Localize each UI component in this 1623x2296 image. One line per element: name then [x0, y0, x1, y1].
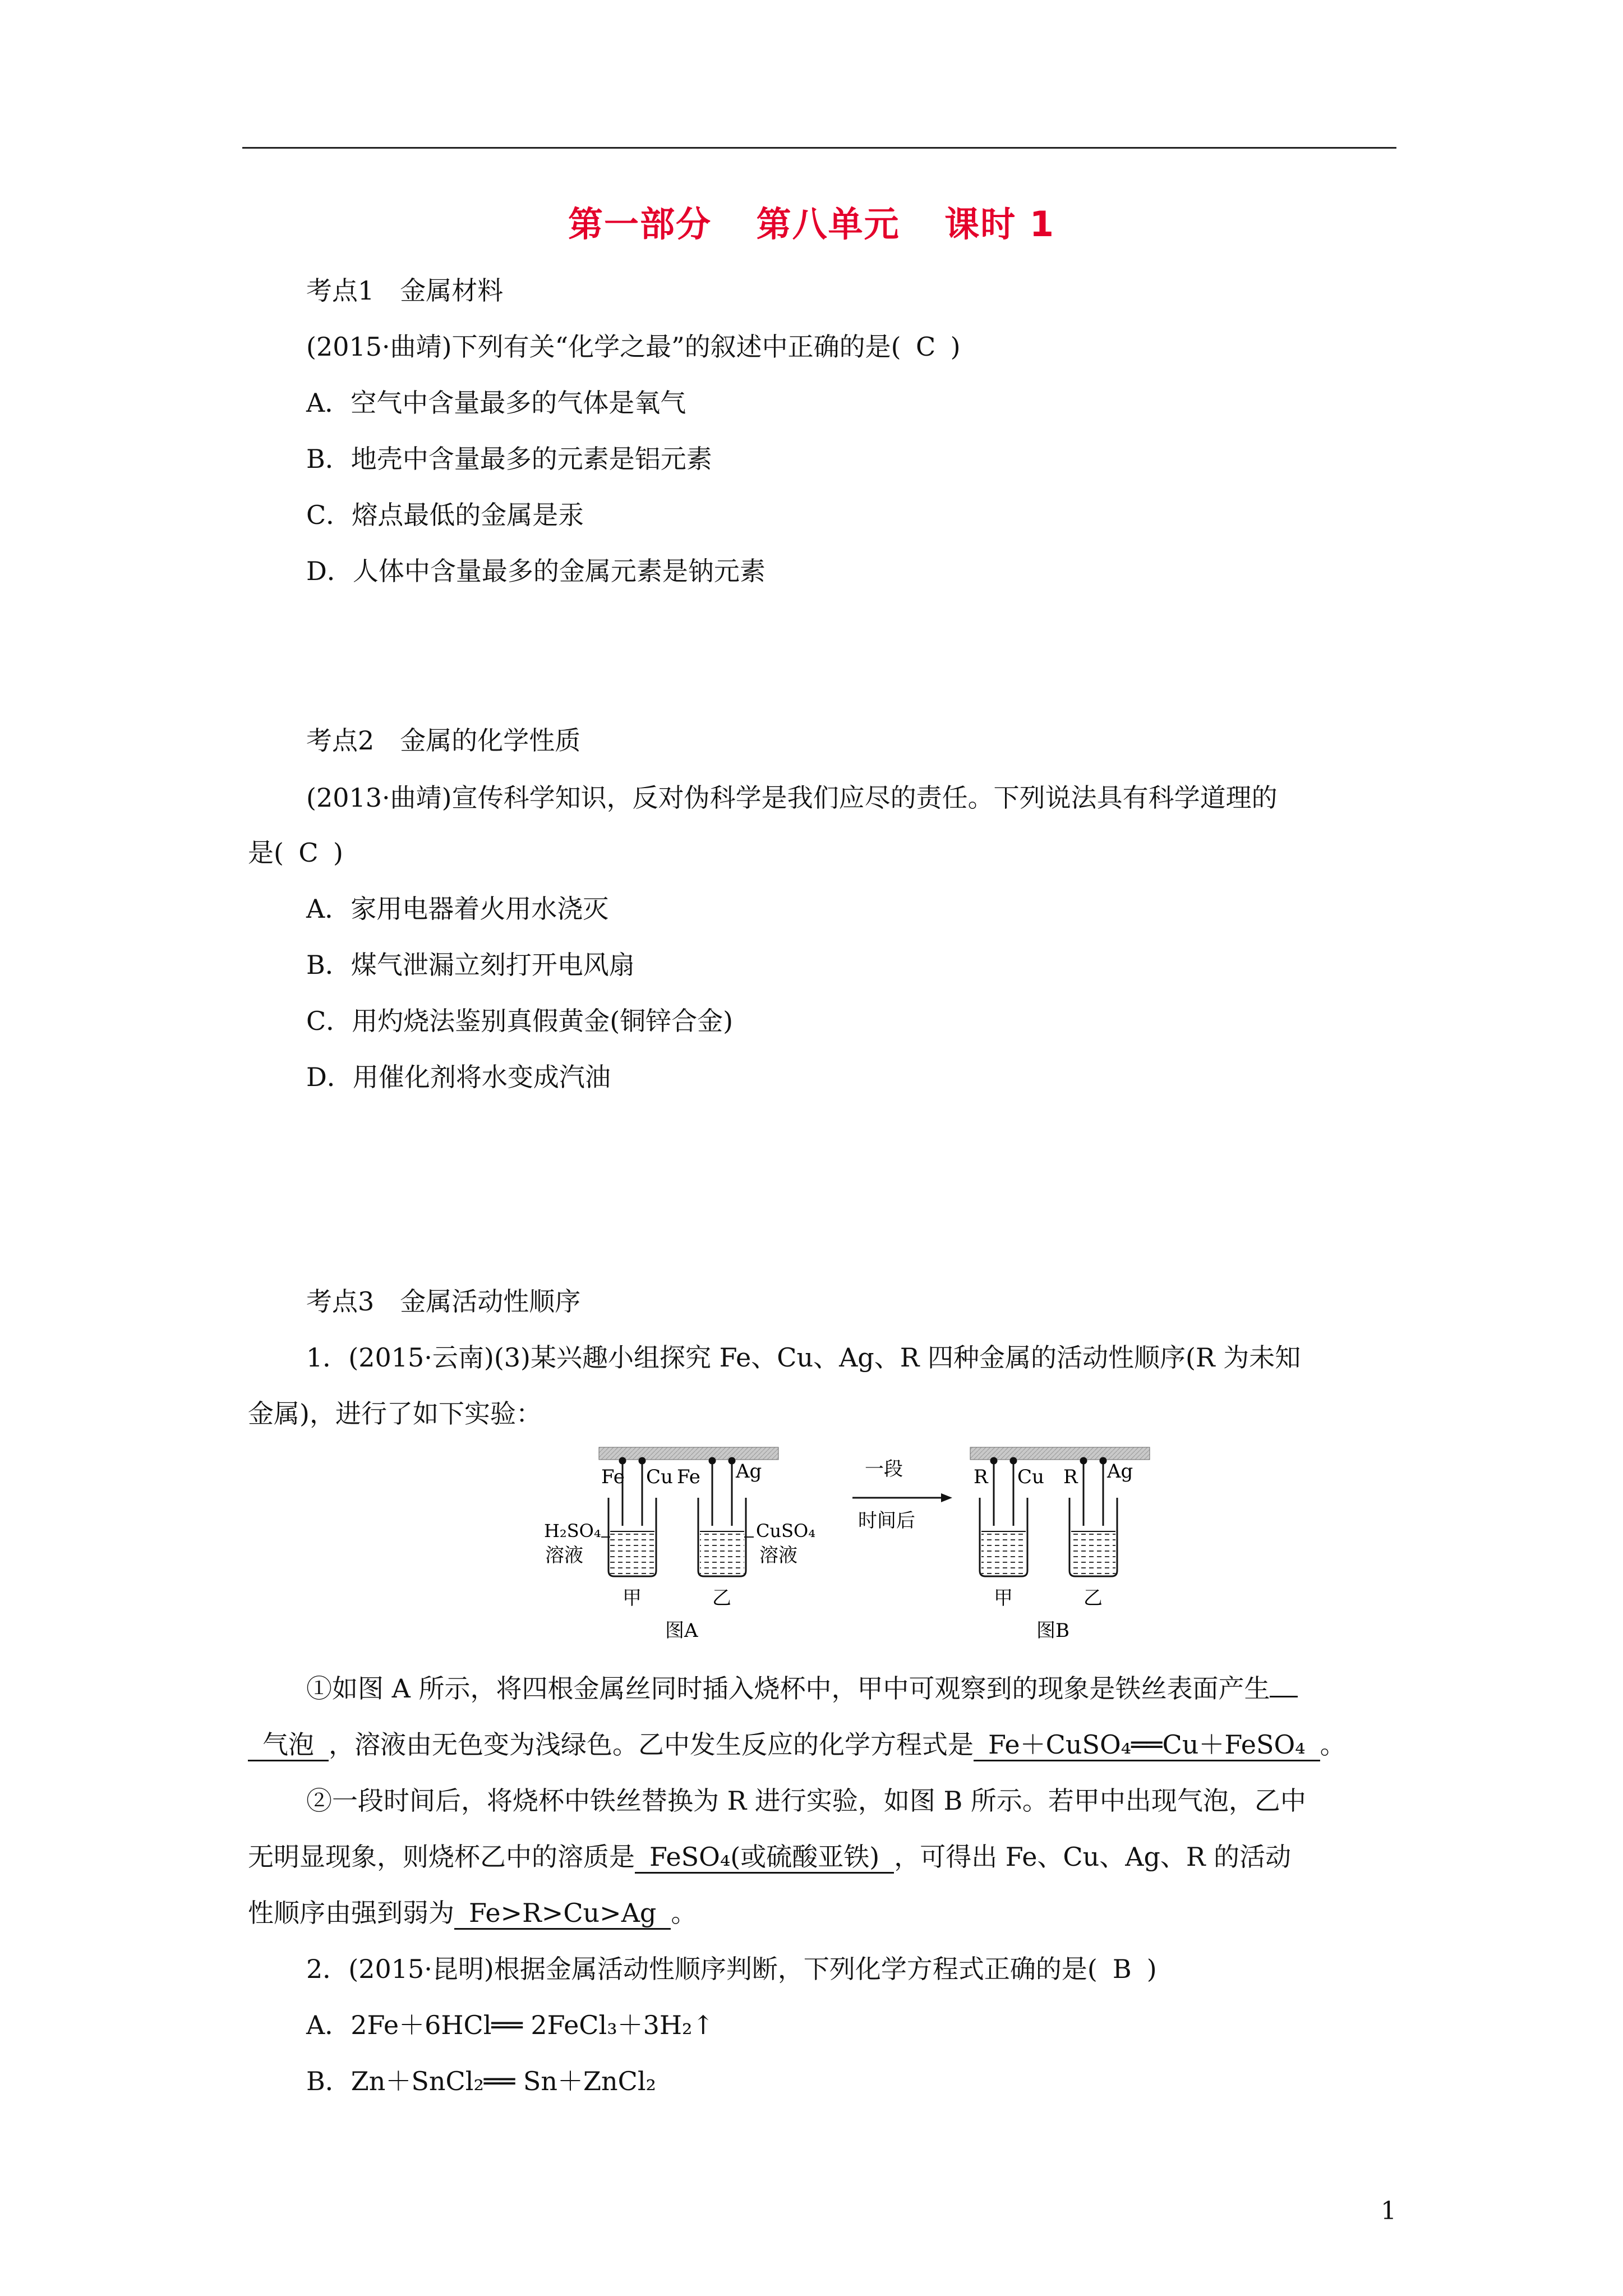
section1-question [306, 330, 961, 364]
p2-line3 [248, 1896, 697, 1930]
wire-label-ag: Ag [1107, 1460, 1133, 1483]
figure-caption-a: 图A [665, 1619, 698, 1642]
section3-heading: 考点3 金属活动性顺序 [306, 1286, 581, 1317]
wire-label-ag: Ag [736, 1460, 762, 1483]
option-b: B．地壳中含量最多的元素是铝元素 [306, 444, 712, 474]
answer-blank-solute: FeSO₄(或硫酸亚铁) [635, 1842, 894, 1874]
section2-question-line2 [248, 836, 343, 869]
option-a: A．家用电器着火用水浇灭 [306, 894, 609, 924]
question-text: (2015·曲靖)下列有关“化学之最”的叙述中正确的是( [306, 332, 901, 362]
option-a: A．空气中含量最多的气体是氧气 [306, 388, 686, 418]
section2-question-line1: (2013·曲靖)宣传科学知识，反对伪科学是我们应尽的责任。下列说法具有科学道理的 [306, 783, 1278, 813]
wire-label-cu: Cu [646, 1466, 673, 1488]
q2-question [306, 1952, 1157, 1986]
solution-label-rongye: 溶液 [759, 1544, 797, 1567]
option-c: C．熔点最低的金属是汞 [306, 500, 584, 530]
p2-text4: 性顺序由强到弱为 [248, 1898, 454, 1928]
question-text: 2．(2015·昆明)根据金属活动性顺序判断，下列化学方程式正确的是( [306, 1954, 1098, 1984]
solution-label-cuso4: CuSO₄ [756, 1520, 816, 1542]
solution-label-rongye: 溶液 [545, 1544, 583, 1567]
q2-option-b: B．Zn＋SnCl₂══ Sn＋ZnCl₂ [306, 2066, 656, 2096]
p1-text2: ，溶液由无色变为浅绿色。乙中发生反应的化学方程式是 [329, 1729, 974, 1760]
p1-line2 [248, 1728, 1346, 1761]
title-lesson: 课时 1 [944, 204, 1055, 245]
arrow-label-top: 一段 [865, 1458, 903, 1480]
option-d: D．人体中含量最多的金属元素是钠元素 [306, 556, 766, 586]
question-text: 是( [248, 838, 284, 868]
beaker-label-yi: 乙 [712, 1587, 731, 1609]
header-rule [242, 147, 1396, 149]
beaker-label-yi: 乙 [1083, 1587, 1103, 1609]
page-title [0, 196, 1623, 246]
answer-blank-order: Fe>R>Cu>Ag [454, 1898, 671, 1930]
p1-line1 [306, 1672, 1298, 1705]
answer: B [1112, 1954, 1132, 1984]
paren-close: ) [1146, 1954, 1157, 1984]
figure-caption-b: 图B [1036, 1619, 1069, 1642]
support-bar-b [970, 1447, 1150, 1460]
beaker-label-jia: 甲 [623, 1587, 642, 1609]
beaker-label-jia: 甲 [994, 1587, 1013, 1609]
q1-line1: 1．(2015·云南)(3)某兴趣小组探究 Fe、Cu、Ag、R 四种金属的活动性顺序(R 为未知 [306, 1342, 1301, 1373]
period: 。 [671, 1898, 697, 1928]
title-part: 第一部分 [568, 204, 712, 245]
period: 。 [1320, 1729, 1346, 1760]
wire-label-fe: Fe [601, 1466, 625, 1488]
answer-blank-equation: Fe＋CuSO₄══Cu＋FeSO₄ [974, 1729, 1320, 1761]
arrow-label-bottom: 时间后 [858, 1510, 915, 1532]
title-unit: 第八单元 [756, 204, 900, 245]
section2-heading: 考点2 金属的化学性质 [306, 725, 581, 756]
wire-label-r: R [974, 1466, 988, 1488]
experiment-figure [538, 1442, 1166, 1644]
wire-label-r: R [1063, 1466, 1078, 1488]
p2-line1: ②一段时间后，将烧杯中铁丝替换为 R 进行实验，如图 B 所示。若甲中出现气泡，乙中 [306, 1786, 1306, 1816]
option-d: D．用催化剂将水变成汽油 [306, 1062, 611, 1092]
option-b: B．煤气泄漏立刻打开电风扇 [306, 950, 635, 980]
paren-close: ) [950, 332, 961, 362]
page-number: 1 [1381, 2197, 1396, 2225]
p2-text3: ，可得出 Fe、Cu、Ag、R 的活动 [894, 1842, 1292, 1872]
q2-option-a: A．2Fe＋6HCl══ 2FeCl₃＋3H₂↑ [306, 2010, 714, 2040]
answer: C [915, 332, 936, 362]
wire-label-fe: Fe [677, 1466, 700, 1488]
support-bar-a [599, 1447, 778, 1460]
answer-blank-bubbles: 气泡 [248, 1729, 329, 1761]
q1-line2: 金属)，进行了如下实验： [248, 1398, 542, 1429]
p2-text2: 无明显现象，则烧杯乙中的溶质是 [248, 1842, 635, 1872]
option-c: C．用灼烧法鉴别真假黄金(铜锌合金) [306, 1006, 734, 1036]
p1-text: ①如图 A 所示，将四根金属丝同时插入烧杯中，甲中可观察到的现象是铁丝表面产生 [306, 1673, 1270, 1704]
solution-label-h2so4: H₂SO₄ [544, 1520, 601, 1542]
arrow-head [941, 1493, 952, 1502]
wire-label-cu: Cu [1017, 1466, 1044, 1488]
paren-close: ) [333, 838, 343, 868]
answer: C [298, 838, 319, 868]
section1-heading: 考点1 金属材料 [306, 275, 504, 306]
p2-line2 [248, 1840, 1291, 1874]
